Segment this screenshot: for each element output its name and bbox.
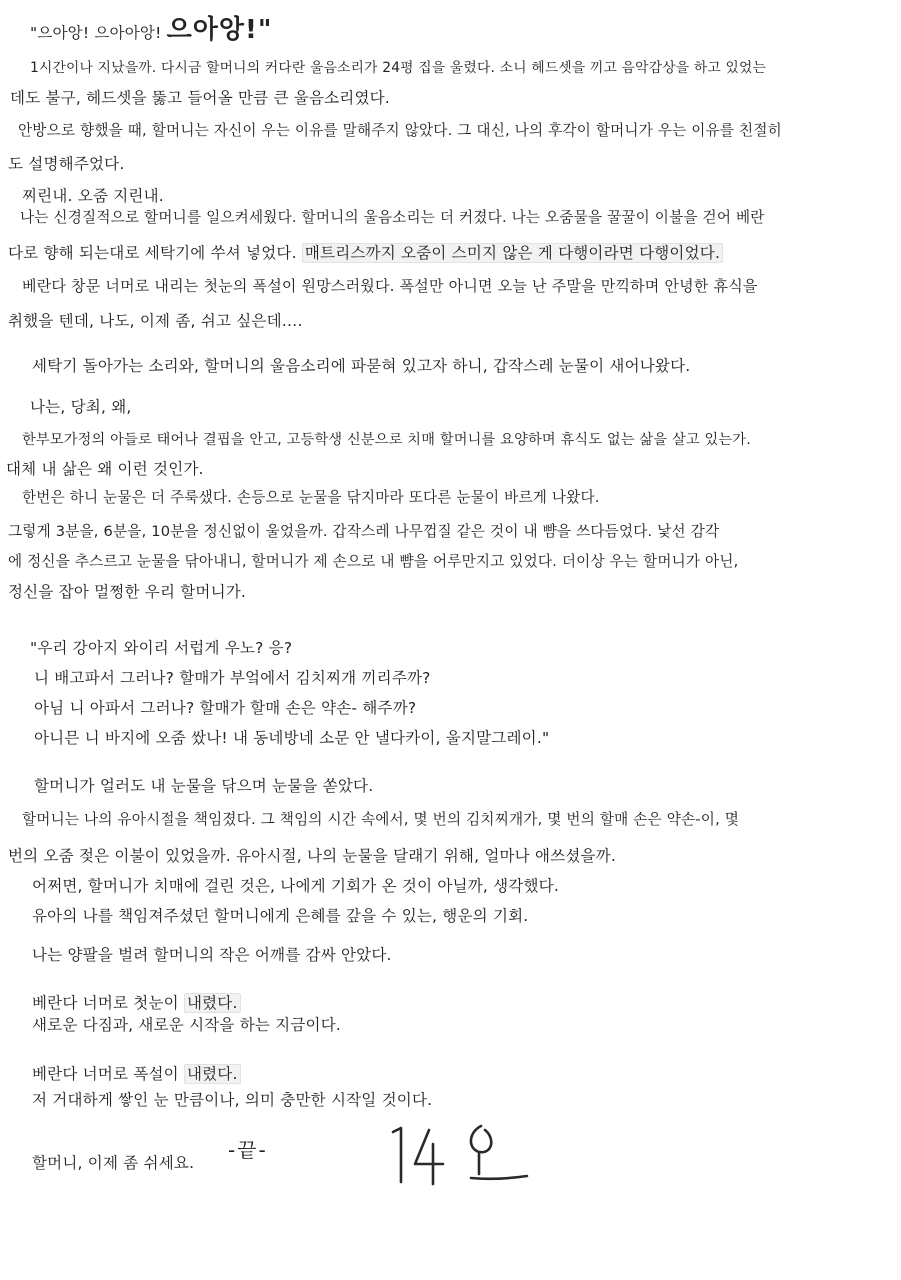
text-line: 할머니가 얼러도 내 눈물을 닦으며 눈물을 쏟았다. — [34, 777, 374, 795]
text-line: 나는, 당최, 왜, — [30, 398, 132, 416]
text-line: 유아의 나를 책임져주셨던 할머니에게 은혜를 갚을 수 있는, 행운의 기회. — [32, 907, 529, 925]
dialogue-line: 아님 니 아파서 그러나? 할매가 할매 손은 약손- 해주까? — [34, 699, 417, 717]
text-line: 데도 불구, 헤드셋을 뚫고 들어올 만큼 큰 울음소리였다. — [10, 89, 390, 107]
text-line: 1시간이나 지났을까. 다시금 할머니의 커다란 울음소리가 24평 집을 울렸다. 소니 헤드셋을 끼고 음악감상을 하고 있었는 — [30, 60, 767, 76]
opening-cry-big: 으아앙!" — [166, 15, 273, 45]
text-line: 에 정신을 추스르고 눈물을 닦아내니, 할머니가 제 손으로 내 뺨을 어루만지고 있었다. 더이상 우는 할머니가 아닌, — [8, 553, 739, 570]
text-line: 세탁기 돌아가는 소리와, 할머니의 울음소리에 파묻혀 있고자 하니, 갑작스레 눈물이 새어나왔다. — [32, 357, 691, 375]
closing-line: 새로운 다짐과, 새로운 시작을 하는 지금이다. — [32, 1016, 342, 1034]
text-line-with-highlight — [8, 243, 723, 263]
text-segment: 다로 향해 되는대로 세탁기에 쑤셔 넣었다. — [8, 244, 297, 262]
text-line: 도 설명해주었다. — [8, 155, 125, 173]
dialogue-line: 아니믄 니 바지에 오줌 쌌나! 내 동네방네 소문 안 낼다카이, 울지말그레이." — [34, 729, 550, 747]
text-line: 베란다 창문 너머로 내리는 첫눈의 폭설이 원망스러웠다. 폭설만 아니면 오늘 난 주말을 만끽하며 안녕한 휴식을 — [22, 277, 758, 295]
text-line: 할머니는 나의 유아시절을 책임졌다. 그 책임의 시간 속에서, 몇 번의 김치찌개가, 몇 번의 할매 손은 약손-이, 몇 — [22, 811, 740, 828]
highlighted-correction: 내렸다. — [184, 1064, 241, 1084]
opening-cry-small: "으아앙! 으아아앙! — [30, 24, 162, 42]
closing-line: 저 거대하게 쌓인 눈 만큼이나, 의미 충만한 시작일 것이다. — [32, 1091, 433, 1109]
closing-line — [32, 1064, 241, 1084]
text-segment: 베란다 너머로 첫눈이 — [32, 994, 179, 1012]
text-segment: 베란다 너머로 폭설이 — [32, 1065, 179, 1083]
text-line: 한번은 하니 눈물은 더 주룩샜다. 손등으로 눈물을 닦지마라 또다른 눈물이 바르게 나왔다. — [22, 489, 600, 506]
text-line: 안방으로 향했을 때, 할머니는 자신이 우는 이유를 말해주지 않았다. 그 대신, 나의 후각이 할머니가 우는 이유를 친절히 — [18, 122, 782, 139]
text-line: 한부모가정의 아들로 태어나 결핍을 안고, 고등학생 신분으로 치매 할머니를 요양하며 휴식도 없는 삶을 살고 있는가. — [22, 432, 751, 448]
final-line: 할머니, 이제 좀 쉬세요. — [32, 1154, 195, 1172]
highlighted-correction: 내렸다. — [184, 993, 241, 1013]
end-mark: -끝- — [228, 1138, 268, 1162]
text-line: 나는 양팔을 벌려 할머니의 작은 어깨를 감싸 안았다. — [32, 946, 392, 964]
highlighted-correction: 매트리스까지 오줌이 스미지 않은 게 다행이라면 다행이었다. — [302, 243, 723, 263]
text-line: 대체 내 삶은 왜 이런 것인가. — [6, 460, 204, 478]
text-line: 취했을 텐데, 나도, 이제 좀, 쉬고 싶은데…. — [8, 312, 303, 330]
closing-line — [32, 993, 241, 1013]
text-line: 번의 오줌 젖은 이불이 있었을까. 유아시절, 나의 눈물을 달래기 위해, 얼마나 애쓰셨을까. — [8, 847, 616, 865]
dialogue-line: "우리 강아지 와이리 서럽게 우노? 응? — [30, 639, 293, 657]
text-line: 어쩌면, 할머니가 치매에 걸린 것은, 나에게 기회가 온 것이 아닐까, 생각했다. — [32, 877, 559, 895]
text-line: 그렇게 3분을, 6분을, 10분을 정신없이 울었을까. 갑작스레 나무껍질 같은 것이 내 뺨을 쓰다듬었다. 낯선 감각 — [8, 523, 720, 540]
dialogue-line: 니 배고파서 그러나? 할매가 부엌에서 김치찌개 끼리주까? — [34, 669, 431, 687]
opening-cry-line — [30, 15, 273, 45]
text-line: 찌린내. 오줌 지린내. — [22, 187, 164, 205]
text-line: 나는 신경질적으로 할머니를 일으켜세웠다. 할머니의 울음소리는 더 커졌다. 나는 오줌물을 꿀꿀이 이불을 걷어 베란 — [20, 209, 765, 226]
text-line: 정신을 잡아 멀쩡한 우리 할머니가. — [8, 583, 247, 601]
signature-mark — [385, 1120, 555, 1190]
